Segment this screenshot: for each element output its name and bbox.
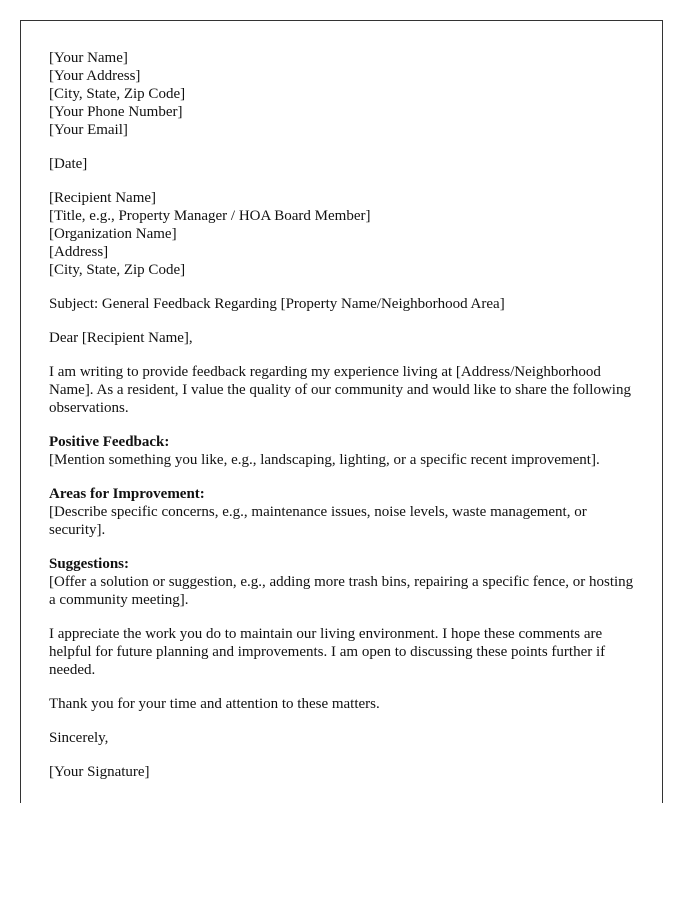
section-heading: Areas for Improvement: [49, 486, 205, 502]
sender-address: [Your Address] [49, 68, 141, 84]
section-body: [Describe specific concerns, e.g., maintenance issues, noise levels, waste management, or security]. [49, 504, 587, 538]
positive-feedback-section [49, 433, 634, 469]
improvement-section [49, 485, 634, 539]
recipient-organization: [Organization Name] [49, 226, 177, 242]
recipient-block [49, 189, 634, 279]
section-heading: Suggestions: [49, 556, 130, 572]
sender-name: [Your Name] [49, 50, 128, 66]
intro-paragraph: I am writing to provide feedback regarding my experience living at [Address/Neighborhood Name]. As a resident, I value the quality of our community and would like to share the following observations. [49, 364, 631, 416]
recipient-address: [Address] [49, 244, 109, 260]
section-body: [Mention something you like, e.g., landscaping, lighting, or a specific recent improvement]. [49, 452, 600, 468]
sender-phone: [Your Phone Number] [49, 104, 183, 120]
subject: Subject: General Feedback Regarding [Property Name/Neighborhood Area] [49, 296, 505, 312]
recipient-name: [Recipient Name] [49, 190, 157, 206]
suggestions-section [49, 555, 634, 609]
thanks: Thank you for your time and attention to these matters. [49, 696, 380, 712]
salutation: Dear [Recipient Name], [49, 330, 193, 346]
sender-email: [Your Email] [49, 122, 128, 138]
section-heading: Positive Feedback: [49, 434, 170, 450]
date: [Date] [49, 156, 88, 172]
signature: [Your Signature] [49, 764, 150, 780]
recipient-city: [City, State, Zip Code] [49, 262, 186, 278]
recipient-title: [Title, e.g., Property Manager / HOA Board Member] [49, 208, 371, 224]
sender-city: [City, State, Zip Code] [49, 86, 186, 102]
section-body: [Offer a solution or suggestion, e.g., adding more trash bins, repairing a specific fence, or hosting a community meeting]. [49, 574, 634, 608]
letter [20, 20, 663, 803]
sender-block [49, 49, 634, 139]
signoff: Sincerely, [49, 730, 109, 746]
closing-paragraph: I appreciate the work you do to maintain our living environment. I hope these comments are helpful for future planning and improvements. I am open to discussing these points further if needed. [49, 626, 606, 678]
